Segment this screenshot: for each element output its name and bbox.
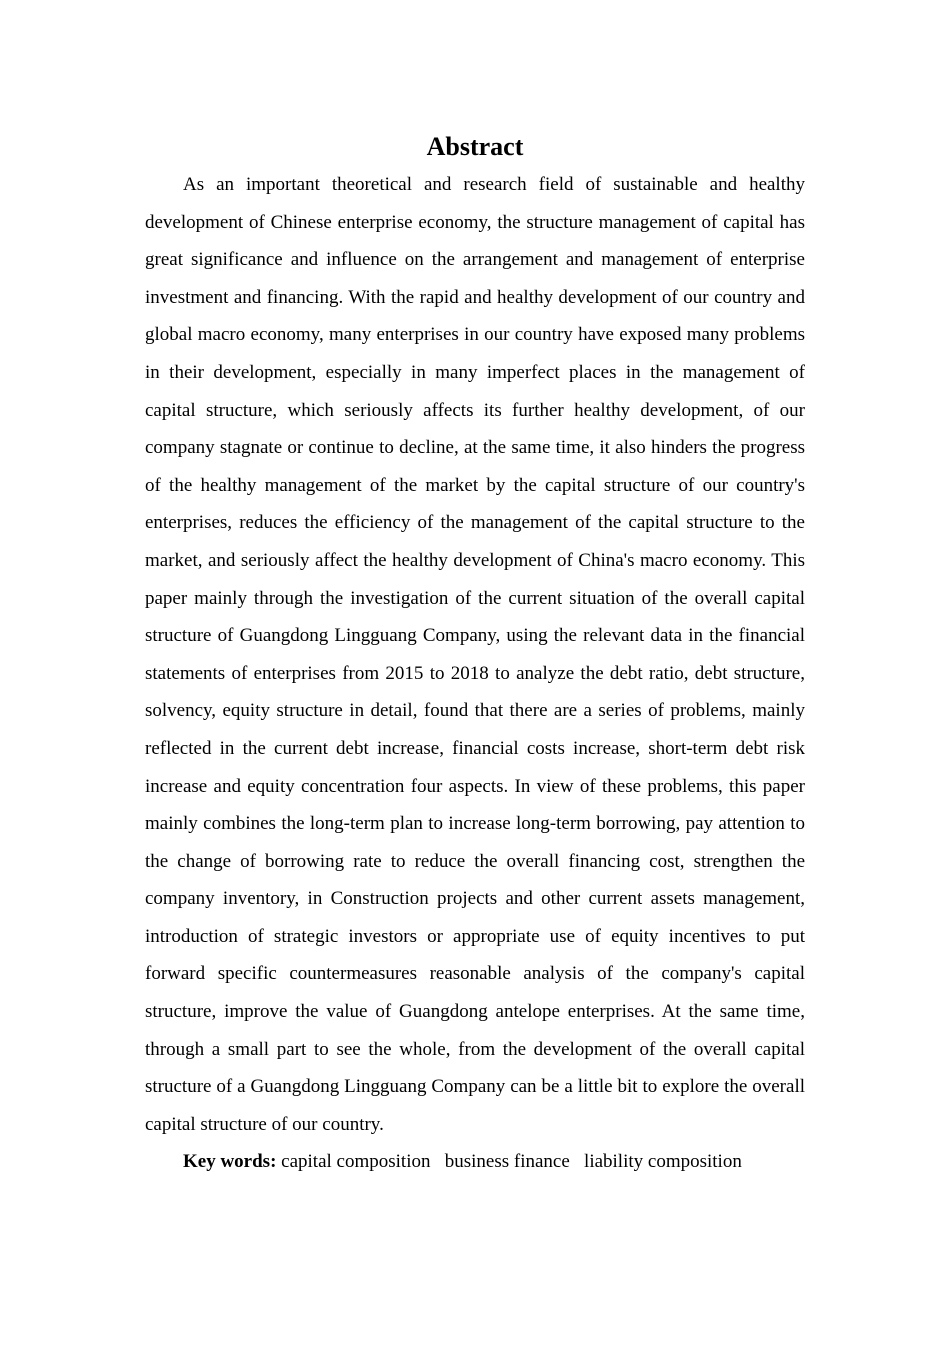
keywords-list: capital composition business finance liability composition [276, 1151, 742, 1173]
keywords-line [145, 1143, 805, 1181]
abstract-page [145, 128, 805, 1181]
abstract-body: As an important theoretical and research field of sustainable and healthy development of Chinese enterprise economy, the structure management of capital has great significance and influence on the arrangement and management of enterprise investment and financing. With the rapid and healthy development of our country and global macro economy, many enterprises in our country have exposed many problems in their development, especially in many imperfect places in the management of capital structure, which seriously affects its further healthy development, of our company stagnate or continue to decline, at the same time, it also hinders the progress of the healthy management of the market by the capital structure of our country's enterprises, reduces the efficiency of the management of the capital structure to the market, and seriously affect the healthy development of China's macro economy. This paper mainly through the investigation of the current situation of the overall capital structure of Guangdong Lingguang Company, using the relevant data in the financial statements of enterprises from 2015 to 2018 to analyze the debt ratio, debt structure, solvency, equity structure in detail, found that there are a series of problems, mainly reflected in the current debt increase, financial costs increase, short-term debt risk increase and equity concentration four aspects. In view of these problems, this paper mainly combines the long-term plan to increase long-term borrowing, pay attention to the change of borrowing rate to reduce the overall financing cost, strengthen the company inventory, in Construction projects and other current assets management, introduction of strategic investors or appropriate use of equity incentives to put forward specific countermeasures reasonable analysis of the company's capital structure, improve the value of Guangdong antelope enterprises. At the same time, through a small part to see the whole, from the development of the overall capital structure of a Guangdong Lingguang Company can be a little bit to explore the overall capital structure of our country. [145, 174, 805, 1135]
keywords-label: Key words: [183, 1151, 277, 1173]
abstract-title: Abstract [426, 132, 524, 161]
